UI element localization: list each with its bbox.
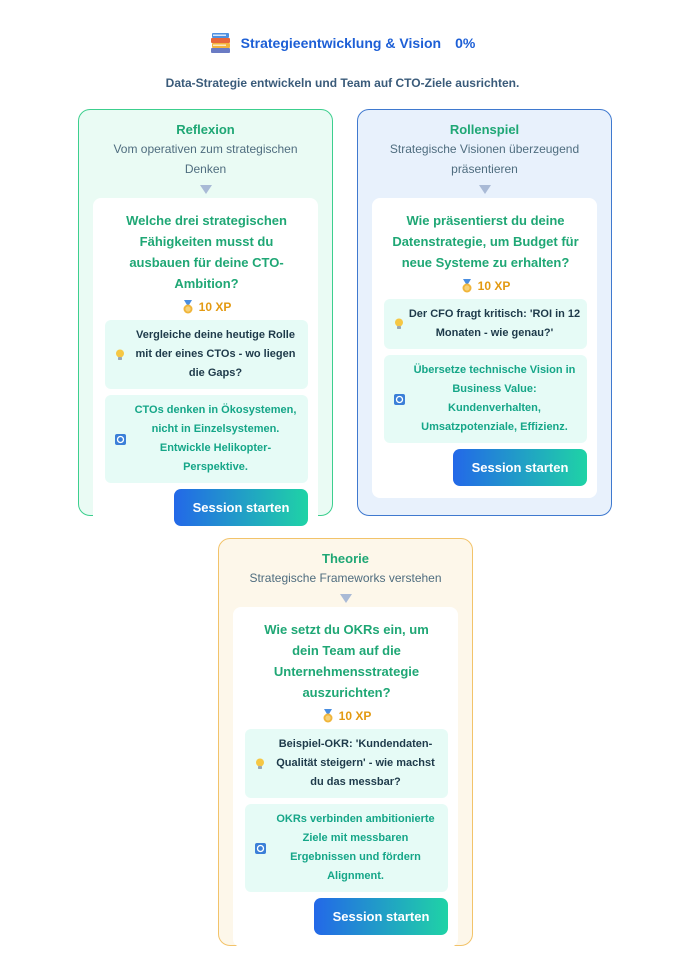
xp-value: 10 XP [198,300,232,314]
xp-badge [384,279,587,293]
lightbulb-icon [115,349,125,361]
chevron-down-icon [479,185,491,194]
card-description: Strategische Visionen überzeugend präsentieren [389,142,580,176]
card-type: Reflexion [176,122,235,137]
start-session-button[interactable]: Session starten [314,898,448,935]
tip-box [105,395,308,483]
tip-text: OKRs verbinden ambitionierte Ziele mit messbaren Ergebnissen und fördern Alignment. [276,813,435,882]
card-content [372,198,597,498]
chevron-down-icon [200,185,212,194]
hint-box [105,320,308,389]
hint-text: Der CFO fragt kritisch: 'ROI in 12 Monaten - wie genau?' [408,308,581,339]
lightbulb-icon [394,318,404,330]
hint-box [245,729,448,798]
tip-box [245,804,448,892]
medal-icon [182,300,194,314]
progress-percent: 0% [455,35,476,51]
lightbulb-icon [255,758,265,770]
module-title: Strategieentwicklung & Vision [240,35,442,51]
tip-text: Übersetze technische Vision in Business Value: Kundenverhalten, Umsatzpotenziale, Effizienz. [413,364,576,433]
card-question: Welche drei strategischen Fähigkeiten musst du ausbauen für deine CTO-Ambition? [126,213,287,291]
start-session-button[interactable]: Session starten [453,449,587,486]
cycle-icon [255,843,266,854]
xp-value: 10 XP [477,279,511,293]
hint-box [384,299,587,349]
card-type: Theorie [322,551,369,566]
cycle-icon [394,394,405,405]
cycle-icon [115,434,126,445]
tip-box [384,355,587,443]
card-content [93,198,318,538]
medal-icon [322,709,334,723]
module-header [0,31,685,55]
start-session-button[interactable]: Session starten [174,489,308,526]
hint-text: Vergleiche deine heutige Rolle mit der eines CTOs - wo liegen die Gaps? [135,329,296,379]
card-type: Rollenspiel [449,122,520,137]
xp-badge [245,709,448,723]
session-card-reflexion [78,109,333,516]
xp-value: 10 XP [338,709,372,723]
card-question: Wie präsentierst du deine Datenstrategie, um Budget für neue Systeme zu erhalten? [392,213,579,270]
card-content [233,607,458,947]
medal-icon [461,279,473,293]
hint-text: Beispiel-OKR: 'Kundendaten-Qualität steigern' - wie machst du das messbar? [276,738,435,788]
module-subtitle: Data-Strategie entwickeln und Team auf CTO-Ziele ausrichten. [165,76,520,90]
card-description: Vom operativen zum strategischen Denken [113,142,298,176]
session-card-theorie [218,538,473,946]
books-icon [210,31,232,55]
card-description: Strategische Frameworks verstehen [249,571,442,585]
chevron-down-icon [340,594,352,603]
tip-text: CTOs denken in Ökosystemen, nicht in Einzelsystemen. Entwickle Helikopter-Perspektive. [134,404,297,473]
card-question: Wie setzt du OKRs ein, um dein Team auf die Unternehmensstrategie auszurichten? [264,622,429,700]
xp-badge [105,300,308,314]
session-card-rollenspiel [357,109,612,516]
